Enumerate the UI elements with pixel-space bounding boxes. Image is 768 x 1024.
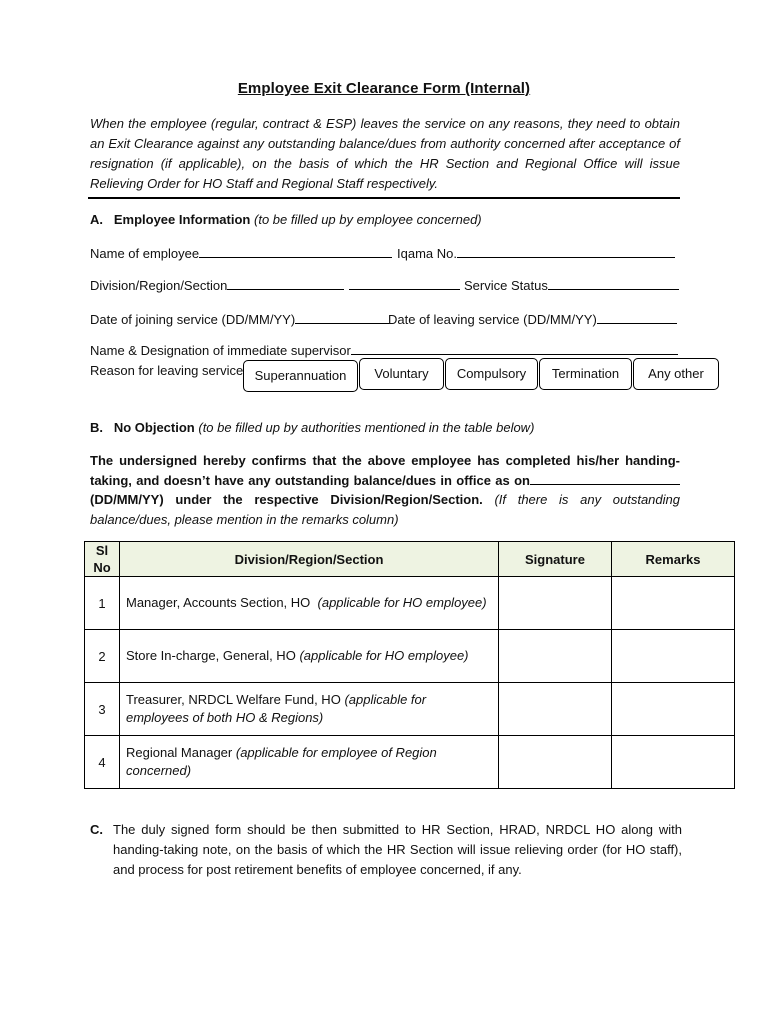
reason-option-termination[interactable]: Termination — [539, 358, 632, 390]
header-sl-no: Sl No — [85, 542, 120, 577]
section-c — [90, 820, 682, 880]
table-row — [85, 577, 735, 630]
reason-option-voluntary[interactable]: Voluntary — [359, 358, 444, 390]
row-note: (applicable for HO employee) — [317, 595, 487, 610]
joining-date-label: Date of joining service (DD/MM/YY) — [90, 312, 296, 327]
reason-option-any-other[interactable]: Any other — [633, 358, 719, 390]
row-note: (applicable for employees of both HO & Regions) — [126, 692, 427, 725]
clearance-table — [84, 541, 735, 789]
row-note: (applicable for HO employee) — [299, 648, 469, 663]
section-b-note: (to be filled up by authorities mentioned in the table below) — [198, 420, 535, 435]
section-b-label: B. — [90, 420, 103, 435]
remarks-cell[interactable] — [612, 683, 735, 736]
table-row — [85, 630, 735, 683]
row-description — [120, 630, 499, 683]
division-line-2[interactable] — [349, 277, 460, 290]
section-a-title: Employee Information — [113, 212, 251, 227]
iqama-field[interactable] — [397, 245, 675, 261]
reason-option-compulsory[interactable]: Compulsory — [445, 358, 538, 390]
name-label: Name of employee — [90, 246, 200, 261]
row-text: Manager, Accounts Section, HO — [126, 595, 311, 610]
remarks-cell[interactable] — [612, 577, 735, 630]
iqama-label: Iqama No. — [397, 246, 457, 261]
no-objection-text-1: The undersigned hereby confirms that the above employee has completed his/her handing-taking, and doesn’t have any outstanding balance/dues in office as on — [90, 453, 680, 488]
joining-date-line[interactable] — [295, 311, 390, 324]
section-a-note: (to be filled up by employee concerned) — [254, 212, 482, 227]
division-label: Division/Region/Section — [90, 278, 228, 293]
supervisor-field[interactable] — [90, 342, 678, 358]
row-note: (applicable for employee of Region concerned) — [126, 745, 437, 778]
service-status-field[interactable] — [464, 277, 679, 293]
name-line[interactable] — [199, 245, 392, 258]
section-a-label: A. — [90, 212, 103, 227]
divider — [88, 197, 680, 199]
section-b-heading — [90, 420, 534, 435]
signature-cell[interactable] — [499, 736, 612, 789]
clearance-date-line[interactable] — [530, 472, 680, 485]
header-signature: Signature — [499, 542, 612, 577]
division-field[interactable] — [90, 277, 344, 293]
remarks-cell[interactable] — [612, 630, 735, 683]
section-c-text: The duly signed form should be then submitted to HR Section, HRAD, NRDCL HO along with handing-taking note, on the basis of which the HR Section will issue relieving order (for HO staff), and process for post retirement benefits of employee concerned, if any. — [113, 822, 682, 877]
row-text: Treasurer, NRDCL Welfare Fund, HO — [126, 692, 341, 707]
no-objection-paragraph — [90, 451, 680, 529]
no-objection-remark-note: (If there is any outstanding balance/dues, please mention in the remarks column) — [90, 492, 680, 527]
division-field-extra[interactable] — [349, 277, 460, 293]
row-number: 3 — [85, 683, 120, 736]
remarks-cell[interactable] — [612, 736, 735, 789]
row-number: 1 — [85, 577, 120, 630]
division-line-1[interactable] — [227, 277, 344, 290]
table-row — [85, 683, 735, 736]
no-objection-text-2: (DD/MM/YY) under the respective Division/Region/Section. — [90, 492, 483, 507]
service-status-label: Service Status — [464, 278, 548, 293]
section-b-title: No Objection — [113, 420, 195, 435]
intro-paragraph: When the employee (regular, contract & ESP) leaves the service on any reasons, they need to obtain an Exit Clearance against any outstanding balance/dues from authority concerned after acceptance of resignation (if applicable), on the basis of which the HR Section and Regional Office will issue Relieving Order for HO Staff and Regional Staff respectively. — [90, 116, 680, 191]
header-remarks: Remarks — [612, 542, 735, 577]
signature-cell[interactable] — [499, 577, 612, 630]
section-a-heading — [90, 212, 482, 227]
name-field[interactable] — [90, 245, 392, 261]
header-division: Division/Region/Section — [120, 542, 499, 577]
signature-cell[interactable] — [499, 683, 612, 736]
signature-cell[interactable] — [499, 630, 612, 683]
table-row — [85, 736, 735, 789]
leaving-date-field[interactable] — [388, 311, 677, 327]
section-c-label: C. — [90, 822, 103, 837]
service-status-line[interactable] — [548, 277, 679, 290]
reason-label: Reason for leaving service — [90, 363, 244, 378]
supervisor-line[interactable] — [351, 342, 678, 355]
table-header-row — [85, 542, 735, 577]
row-text: Store In-charge, General, HO — [126, 648, 296, 663]
supervisor-label: Name & Designation of immediate supervisor — [90, 343, 351, 358]
row-description — [120, 683, 499, 736]
iqama-line[interactable] — [457, 245, 675, 258]
row-description — [120, 577, 499, 630]
form-title: Employee Exit Clearance Form (Internal) — [237, 80, 531, 97]
leaving-date-line[interactable] — [597, 311, 677, 324]
row-description — [120, 736, 499, 789]
leaving-date-label: Date of leaving service (DD/MM/YY) — [388, 312, 597, 327]
row-text: Regional Manager — [126, 745, 233, 760]
joining-date-field[interactable] — [90, 311, 390, 327]
row-number: 4 — [85, 736, 120, 789]
row-number: 2 — [85, 630, 120, 683]
reason-option-superannuation[interactable]: Superannuation — [243, 360, 358, 392]
